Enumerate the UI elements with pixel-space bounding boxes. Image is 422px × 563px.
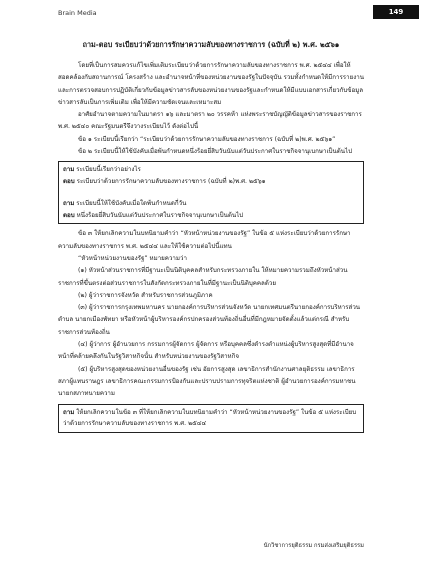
question-text: ระเบียบนี้เรียกว่าอย่างไร [76, 166, 141, 174]
page-number: 149 [373, 5, 419, 19]
page-footer: นักวิชาการยุติธรรม กรมส่งเสริมยุติธรรม [263, 543, 364, 549]
definition-heading: “หัวหน้าหน่วยงานของรัฐ” หมายความว่า [78, 254, 187, 262]
brand-label: Brain Media [58, 9, 97, 17]
question-text: ระเบียบนี้ให้ใช้บังคับเมื่อใดพ้นกำหนดกี่วัน [76, 200, 187, 208]
qa-box-1 [58, 161, 364, 224]
answer-text: หนึ่งร้อยยี่สิบวันนับแต่วันประกาศในราชกิจจานุเบกษาเป็นต้นไป [76, 211, 244, 219]
answer-1 [63, 176, 359, 188]
question-label: ถาม [63, 200, 75, 208]
question-text: ให้ยกเลิกความในข้อ ๓ ที่ให้ยกเลิกความในบทนิยามคำว่า “หัวหน้าหน่วยงานของรัฐ” ในข้อ ๕ แห่งระเบียบว่าด้วยการรักษาความลับของทางราชการ พ.ศ. ๒๕๔๔ [63, 408, 357, 428]
answer-label: ตอบ [63, 177, 75, 185]
page-title: ถาม-ตอบ ระเบียบว่าด้วยการรักษาความลับของทางราชการ (ฉบับที่ ๒) พ.ศ. ๒๕๖๑ [82, 40, 340, 49]
question-2 [63, 198, 359, 210]
spacer [63, 187, 359, 198]
intro-paragraph: โดยที่เป็นการสมควรแก้ไขเพิ่มเติมระเบียบว่าด้วยการรักษาความลับของทางราชการ พ.ศ. ๒๕๔๔ เพื่อให้สอดคล้องกับสถานการณ์ โครงสร้าง และอำนาจหน้าที่ของหน่วยงานของรัฐในปัจจุบัน รวมทั้งกำหนดให้มีการรายงานและการตรวจสอบการปฏิบัติเกี่ยวกับข้อมูลข่าวสารลับของหน่วยงานของรัฐและกำหนดให้มีแบบเอกสารเกี่ยวกับข้อมูลข่าวสารลับเป็นการเพิ่มเติม เพื่อให้มีความชัดเจนและเหมาะสม [58, 62, 364, 106]
answer-2 [63, 210, 359, 222]
definition-item-1: (๑) หัวหน้าส่วนราชการที่มีฐานะเป็นนิติบุคคลสำหรับกระทรวงภายใน ให้หมายความรวมถึงหัวหน้าส่วนราชการที่ขึ้นตรงต่อส่วนราชการในสังกัดกระทรวงภายในที่มีฐานะเป็นนิติบุคคลด้วย [58, 267, 348, 287]
definition-item-3: (๓) ผู้ว่าราชการกรุงเทพมหานคร นายกองค์การบริหารส่วนจังหวัด นายกเทศมนตรีนายกองค์การบริหารส่วนตำบล นายกเมืองพัทยา หรือหัวหน้าผู้บริหารองค์กรปกครองส่วนท้องถิ่นอื่นที่มีกฎหมายจัดตั้งแล้วแต่กรณี สำหรับราชการส่วนท้องถิ่น [58, 304, 361, 336]
question-label: ถาม [63, 166, 75, 174]
clause-2: ข้อ ๒ ระเบียบนี้ให้ใช้บังคับเมื่อพ้นกำหนดหนึ่งร้อยยี่สิบวันนับแต่วันประกาศในราชกิจจานุเบกษาเป็นต้นไป [78, 148, 353, 156]
clause-1: ข้อ ๑ ระเบียบนี้เรียกว่า “ระเบียบว่าด้วยการรักษาความลับของทางราชการ (ฉบับที่ ๒)พ.ศ. ๒๕๖๑” [78, 135, 336, 143]
question-label: ถาม [63, 408, 75, 416]
page-header [0, 0, 422, 24]
question-1 [63, 164, 359, 176]
question-3 [63, 407, 359, 430]
clause-3: ข้อ ๓ ให้ยกเลิกความในบทนิยามคำว่า “หัวหน้าหน่วยงานของรัฐ” ในข้อ ๕ แห่งระเบียบว่าด้วยการรักษาความลับของทางราชการ พ.ศ. ๒๕๔๔ และให้ใช้ความต่อไปนี้แทน [58, 230, 351, 250]
answer-label: ตอบ [63, 211, 75, 219]
definition-item-2: (๒) ผู้ว่าราชการจังหวัด สำหรับราชการส่วนภูมิภาค [78, 291, 213, 299]
definition-item-5: (๕) ผู้บริหารสูงสุดของหน่วยงานอื่นของรัฐ เช่น อัยการสูงสุด เลขาธิการสำนักงานศาลยุติธรรม เลขาธิการสภาผู้แทนราษฎร เลขาธิการคณะกรรมการป้องกันและปราบปรามการทุจริตแห่งชาติ ผู้อำนวยการองค์การมหาชน นายกสภาทนายความ [58, 365, 356, 398]
definition-item-4: (๔) ผู้ว่าการ ผู้อำนวยการ กรรมการผู้จัดการ ผู้จัดการ หรือบุคคลซึ่งดำรงตำแหน่งผู้บริหารสูงสุดที่มีอำนาจหน้าที่คล้ายคลึงกันในรัฐวิสาหกิจนั้น สำหรับหน่วยงานของรัฐวิสาหกิจ [58, 341, 354, 361]
qa-box-2 [58, 404, 364, 433]
document-body [58, 60, 364, 437]
answer-text: ระเบียบว่าด้วยการรักษาความลับของทางราชการ (ฉบับที่ ๒)พ.ศ. ๒๕๖๑ [76, 177, 266, 185]
authority-paragraph: อาศัยอำนาจตามความในมาตรา ๑๖ และมาตรา ๒๐ วรรคห้า แห่งพระราชบัญญัติข้อมูลข่าวสารของราชการ พ.ศ. ๒๕๔๐ คณะรัฐมนตรีจึงวางระเบียบไว้ ดังต่อไปนี้ [58, 111, 362, 131]
